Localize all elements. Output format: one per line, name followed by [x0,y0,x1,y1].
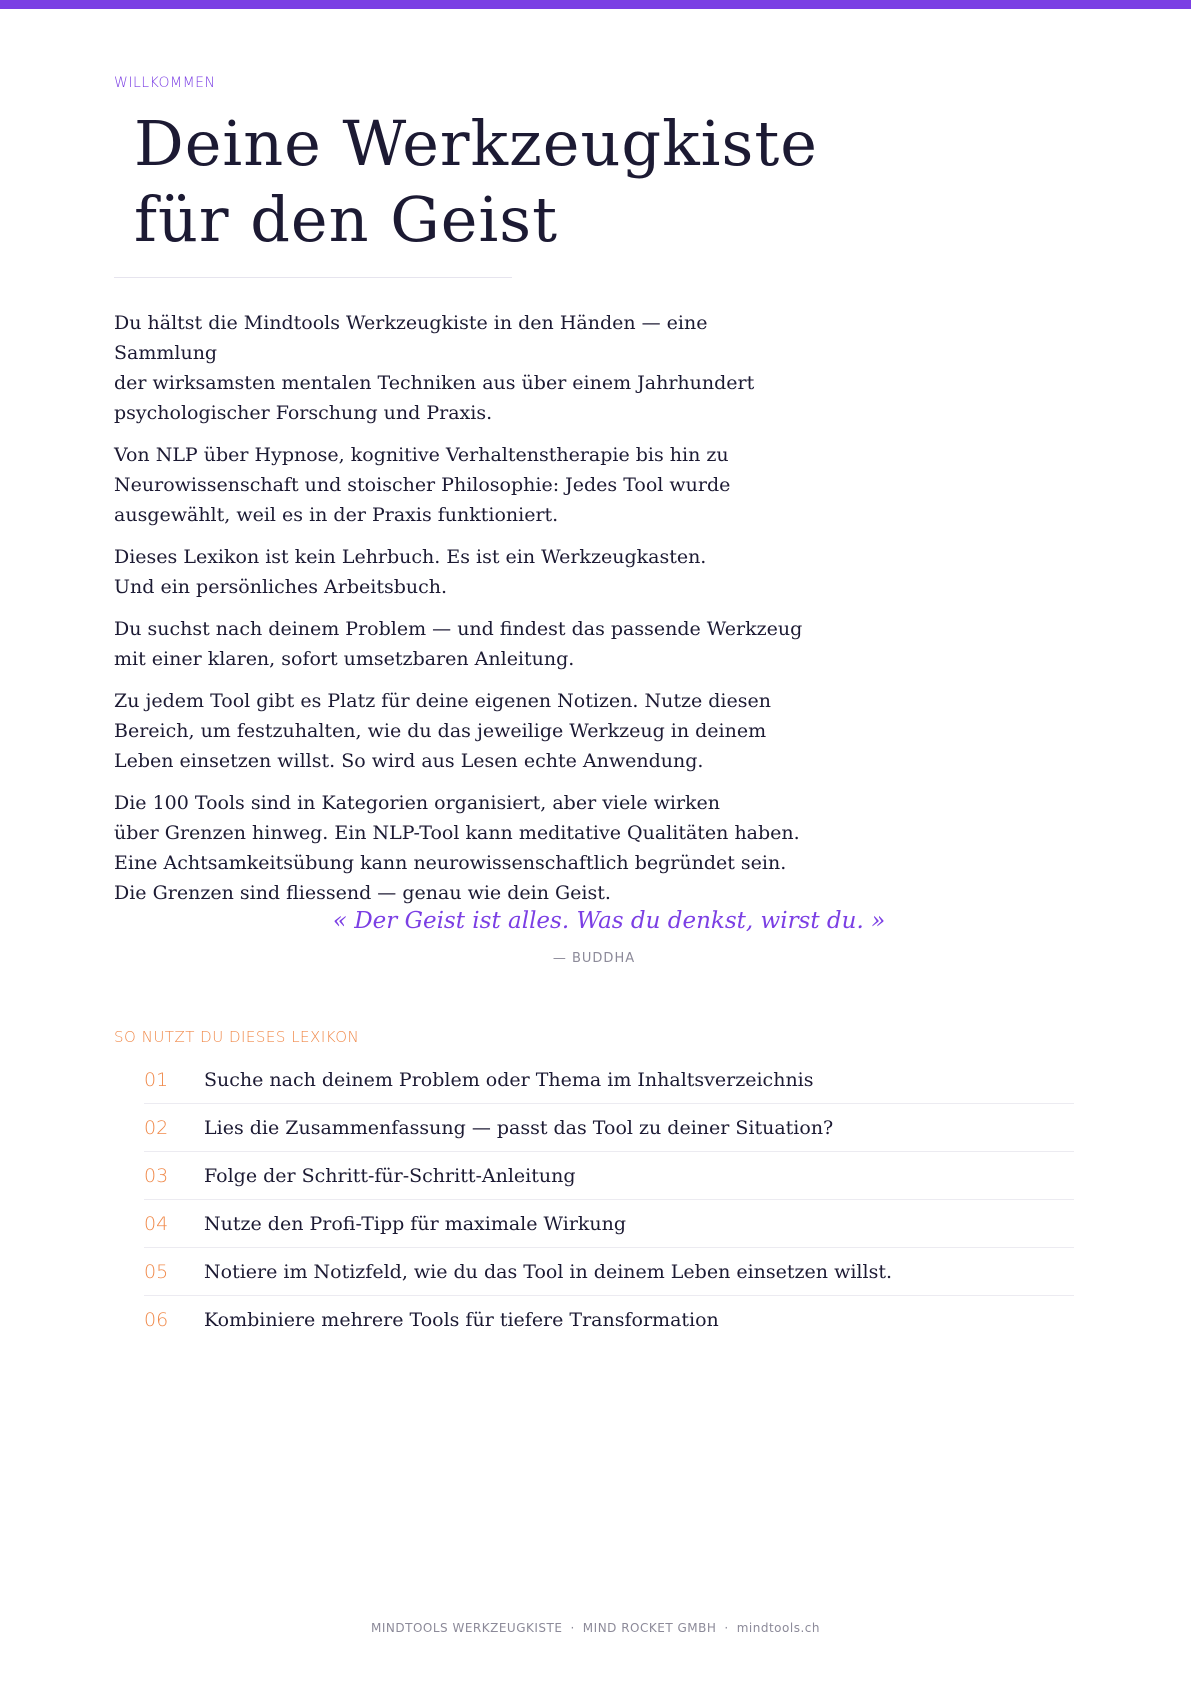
quote-author: — BUDDHA [552,951,636,966]
eyebrow-label: WILLKOMMEN [114,75,216,91]
usage-step [144,1296,1074,1343]
usage-step [144,1248,1074,1296]
title-line-1: Deine Werkzeugkiste [134,107,818,180]
intro-paragraph: Von NLP über Hypnose, kognitive Verhaltenstherapie bis hin zu Neurowissenschaft und stoischer Philosophie: Jedes Tool wurde ausgewählt, weil es in der Praxis funktioniert. [114,444,731,526]
footer-company: MIND ROCKET GMBH [582,1621,717,1635]
page-title [134,106,818,258]
intro-paragraph: Du suchst nach deinem Problem — und findest das passende Werkzeug mit einer klaren, sofort umsetzbaren Anleitung. [114,618,803,670]
intro-paragraph: Du hältst die Mindtools Werkzeugkiste in den Händen — eine Sammlung der wirksamsten mentalen Techniken aus über einem Jahrhundert psychologischer Forschung und Praxis. [114,312,755,424]
step-number: 05 [144,1260,169,1283]
step-text: Nutze den Profi-Tipp für maximale Wirkung [204,1212,627,1235]
intro-paragraph: Zu jedem Tool gibt es Platz für deine eigenen Notizen. Nutze diesen Bereich, um festzuhalten, wie du das jeweilige Werkzeug in deinem Leben einsetzen willst. So wird aus Lesen echte Anwendung. [114,690,771,772]
step-number: 06 [144,1308,169,1331]
footer-url: mindtools.ch [736,1621,820,1635]
step-text: Kombiniere mehrere Tools für tiefere Transformation [204,1308,719,1331]
step-number: 03 [144,1164,169,1187]
usage-steps-list [144,1056,1074,1343]
intro-text [114,308,814,920]
step-number: 04 [144,1212,169,1235]
usage-step [144,1056,1074,1104]
quote-text: « Der Geist ist alles. Was du denkst, wirst du. » [332,908,886,934]
quote-block [114,905,1074,966]
step-text: Notiere im Notizfeld, wie du das Tool in deinem Leben einsetzen willst. [204,1260,892,1283]
title-line-2: für den Geist [134,183,559,256]
intro-paragraph: Dieses Lexikon ist kein Lehrbuch. Es ist ein Werkzeugkasten. Und ein persönliches Arbeitsbuch. [114,546,707,598]
usage-step [144,1104,1074,1152]
step-text: Folge der Schritt-für-Schritt-Anleitung [204,1164,576,1187]
top-accent-bar [0,0,1191,9]
title-divider [114,277,512,278]
step-text: Lies die Zusammenfassung — passt das Tool zu deiner Situation? [204,1116,834,1139]
footer-separator: · [724,1621,729,1635]
footer-separator: · [570,1621,575,1635]
page-footer [0,1621,1191,1635]
step-number: 02 [144,1116,169,1139]
step-number: 01 [144,1068,169,1091]
intro-paragraph: Die 100 Tools sind in Kategorien organisiert, aber viele wirken über Grenzen hinweg. Ein NLP-Tool kann meditative Qualitäten haben. Eine Achtsamkeitsübung kann neurowissenschaftlich begründet sein. Die Grenzen sind fliessend — genau wie dein Geist. [114,792,800,904]
usage-step [144,1152,1074,1200]
usage-step [144,1200,1074,1248]
footer-brand: MINDTOOLS WERKZEUGKISTE [371,1621,563,1635]
step-text: Suche nach deinem Problem oder Thema im Inhaltsverzeichnis [204,1068,814,1091]
usage-section-label: SO NUTZT DU DIESES LEXIKON [114,1028,360,1046]
